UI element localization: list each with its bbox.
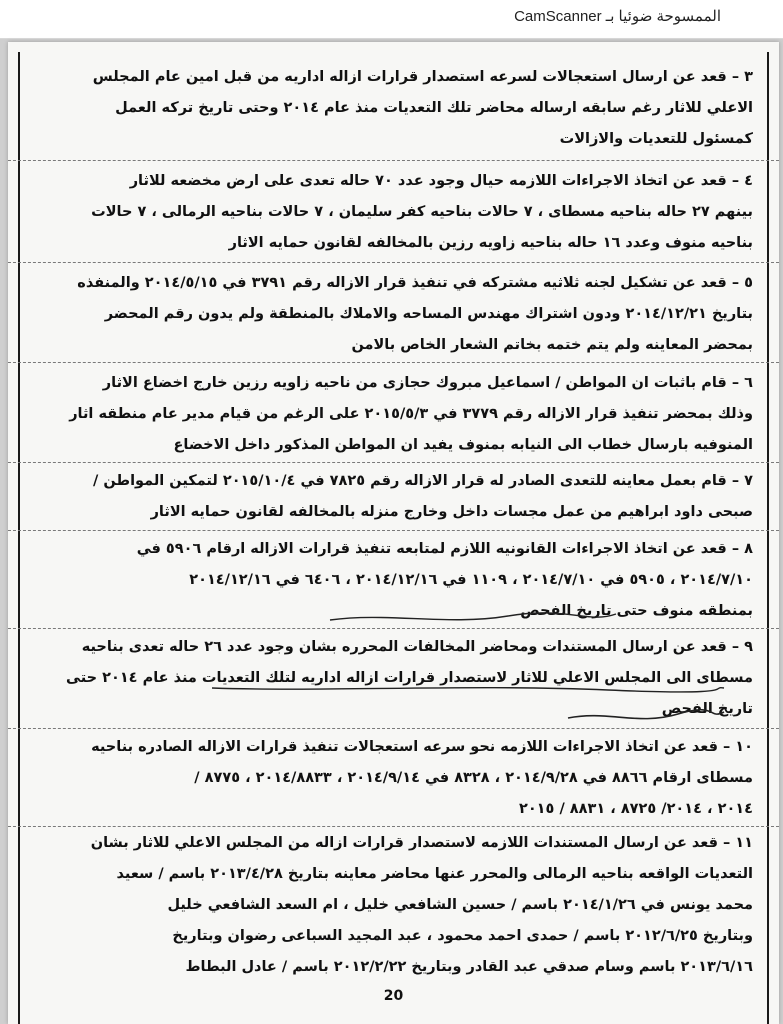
document-page (8, 42, 779, 1024)
text-line: صبحى داود ابراهيم من عمل مجسات داخل وخارج منزله بالمخالفه لقانون حمايه الاثار (150, 504, 753, 520)
item-7 (66, 466, 753, 528)
text-line: التعديات الواقعه بناحيه الرمالى والمحرر عنها محاضر معاينه بتاريخ ٢٠١٣/٤/٢٨ باسم / سعيد (116, 866, 753, 882)
item-5 (66, 268, 753, 361)
text-line: ٨ – قعد عن اتخاذ الاجراءات القانونيه اللازم لمتابعه تنفيذ قرارات الازاله ارقام ٥٩٠٦ في (136, 541, 753, 557)
item-3 (66, 62, 753, 155)
separator (8, 628, 779, 629)
separator (8, 728, 779, 729)
separator (8, 826, 779, 827)
text-line: ١١ – قعد عن ارسال المستندات اللازمه لاستصدار قرارات ازاله من المجلس الاعلي للاثار بشان (90, 835, 753, 851)
text-line: بتاريخ ٢٠١٤/١٢/٢١ ودون اشتراك مهندس المساحه والاملاك بالمنطقة ولم يدون رقم المحضر (104, 306, 753, 322)
text-line: ٥ – قعد عن تشكيل لجنه ثلاثيه مشتركه في تنفيذ قرار الازاله رقم ٣٧٩١ في ٢٠١٤/٥/١٥ والمنفذه (77, 275, 753, 291)
text-line: ٣ – قعد عن ارسال استعجالات لسرعه استصدار قرارات ازاله اداريه من قبل امين عام المجلس (92, 69, 753, 85)
text-line: محمد يونس في ٢٠١٤/١/٢٦ باسم / حسين الشافعي خليل ، ام السعد الشافعي خليل (167, 897, 753, 913)
item-10 (66, 732, 753, 825)
text-line: بمحضر المعاينه ولم يتم ختمه بخاتم الشعار الخاص بالامن (351, 337, 753, 353)
text-line: بناحيه منوف وعدد ١٦ حاله بناحيه زاويه رزين بالمخالفه لقانون حمايه الاثار (228, 235, 753, 251)
separator (8, 362, 779, 363)
text-line: وبتاريخ ٢٠١٢/٦/٢٥ باسم / حمدى احمد محمود ، عبد المجيد السباعى رضوان وبتاريخ (172, 928, 753, 944)
text-line: تاريخ الفحص (661, 701, 753, 717)
page-number: 20 (383, 988, 404, 1004)
text-line: مسطاى الى المجلس الاعلي للاثار لاستصدار قرارات ازاله اداريه لتلك التعديات منذ عام ٢٠١٤ حتى (66, 670, 753, 686)
separator (8, 530, 779, 531)
scanner-watermark-label: الممسوحة ضوئيا بـ CamScanner (514, 8, 721, 25)
text-line: بمنطقه منوف حتى تاريخ الفحص (520, 603, 753, 619)
text-line: كمسئول للتعديات والازالات (559, 131, 753, 147)
text-line: مسطاى ارقام ٨٨٦٦ في ٢٠١٤/٩/٢٨ ، ٨٣٢٨ في ٢٠١٤/٩/١٤ ، ٢٠١٤/٨٨٣٣ ، ٨٧٧٥ / (194, 770, 753, 786)
separator (8, 462, 779, 463)
item-4 (66, 166, 753, 259)
text-line: ٢٠١٣/٦/١٦ باسم وسام صدقي عبد القادر وبتاريخ ٢٠١٢/٢/٢٢ باسم / عادل البطاط (185, 959, 753, 975)
text-line: ١٠ – قعد عن اتخاذ الاجراءات اللازمه نحو سرعه استعجالات تنفيذ قرارات الازاله الصادره بناحيه (91, 739, 753, 755)
text-line: ٢٠١٤ ، ٢٠١٤/ ٨٧٢٥ ، ٨٨٣١ / ٢٠١٥ (518, 801, 753, 817)
text-line: ٧ – قام بعمل معاينه للتعدى الصادر له قرار الازاله رقم ٧٨٢٥ في ٢٠١٥/١٠/٤ لتمكين المواطن / (93, 473, 753, 489)
text-line: ٩ – قعد عن ارسال المستندات ومحاضر المخالفات المحرره بشان وجود عدد ٢٦ حاله تعدى بناحيه (81, 639, 753, 655)
separator (8, 160, 779, 161)
handwritten-underline (328, 608, 618, 630)
scanner-watermark-bar (0, 0, 783, 39)
item-6 (66, 368, 753, 461)
handwritten-underline (208, 682, 728, 728)
text-line: ٤ – قعد عن اتخاذ الاجراءات اللازمه حيال وجود عدد ٧٠ حاله تعدى على ارض مخضعه للاثار (129, 173, 753, 189)
text-line: وذلك بمحضر تنفيذ قرار الازاله رقم ٣٧٧٩ في ٢٠١٥/٥/٣ على الرغم من قيام مدير عام منطقه اثار (69, 406, 753, 422)
separator (8, 262, 779, 263)
text-line: المنوفيه بارسال خطاب الى النيابه بمنوف يفيد ان المواطن المذكور داخل الاخضاع (173, 437, 753, 453)
text-line: الاعلي للاثار رغم سابقه ارساله محاضر تلك التعديات منذ عام ٢٠١٤ وحتى تاريخ تركه العمل (115, 100, 753, 116)
text-line: ٢٠١٤/٧/١٠ ، ٥٩٠٥ في ٢٠١٤/٧/١٠ ، ١١٠٩ في ٢٠١٤/١٢/١٦ ، ٦٤٠٦ في ٢٠١٤/١٢/١٦ (189, 572, 753, 588)
text-line: بينهم ٢٧ حاله بناحيه مسطاى ، ٧ حالات بناحيه كفر سليمان ، ٧ حالات بناحيه الرمالى ، ٧ حالات (91, 204, 753, 220)
item-11 (66, 828, 753, 983)
text-line: ٦ – قام باثبات ان المواطن / اسماعيل مبروك حجازى من ناحيه زاويه رزين خارج اخضاع الاثار (102, 375, 753, 391)
